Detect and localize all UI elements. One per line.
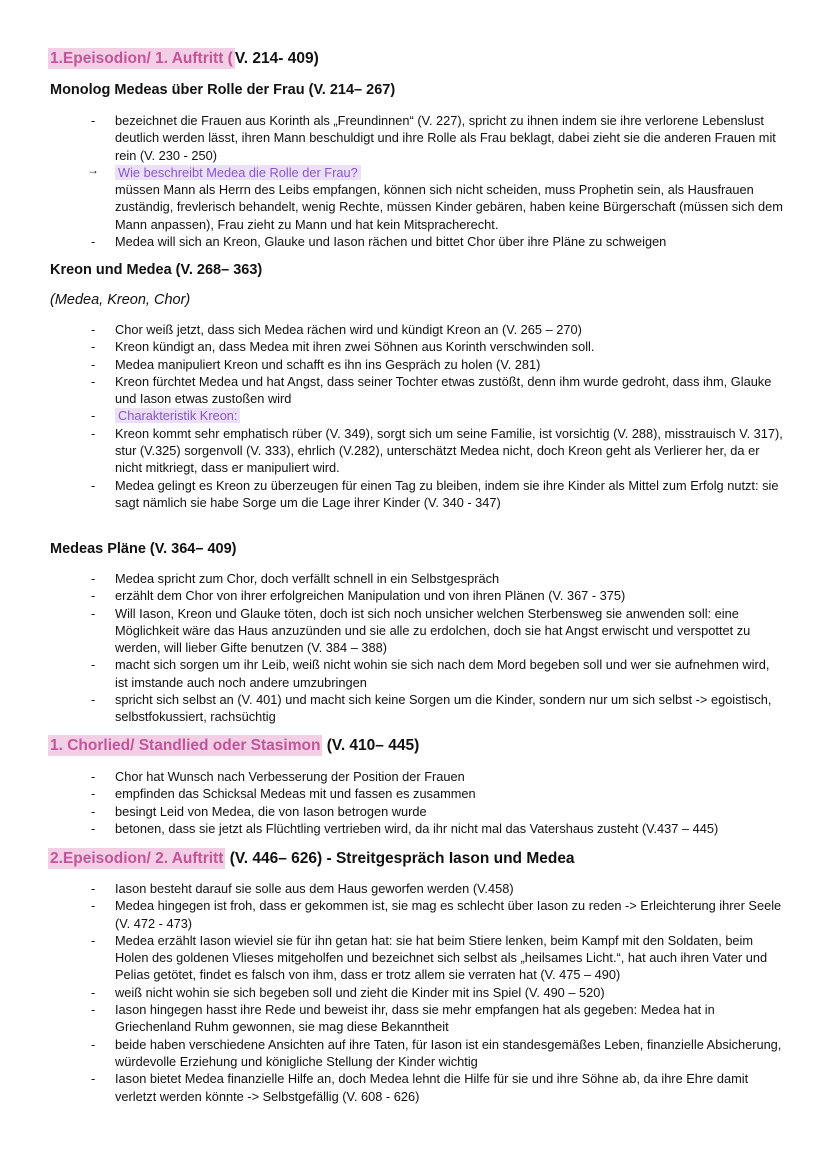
- bullet-dash: -: [91, 1071, 96, 1087]
- list-item-text: Chor weiß jetzt, dass sich Medea rächen wird und kündigt Kreon an (V. 265 – 270): [115, 322, 582, 337]
- bullet-dash: -: [91, 588, 96, 604]
- list-item: [0, 1036, 828, 1071]
- answer-text: müssen Mann als Herrn des Leibs empfangen, können sich nicht scheiden, muss Prophetin sein, als Hausfrauen zuständig, frevlerisch behandelt, wenig Rechte, müssen Kinder gebären, haben keine Bürgerschaft (müssen sich dem Mann anpassen), Frau zieht zu Mann und hat kein Mitspracherecht.: [115, 182, 783, 232]
- list-item-text: Kreon kündigt an, dass Medea mit ihren zwei Söhnen aus Korinth verschwinden soll.: [115, 339, 595, 355]
- question-text: Wie beschreibt Medea die Rolle der Frau?: [115, 165, 361, 180]
- list-item-text: Chor hat Wunsch nach Verbesserung der Position der Frauen: [115, 769, 465, 784]
- list-item: [0, 587, 828, 604]
- bullet-dash: -: [91, 786, 96, 802]
- heading-highlight: 1.Epeisodion/ 1. Auftritt (: [50, 50, 233, 67]
- list-item-text: Medea hingegen ist froh, dass er gekommen ist, sie mag es schlecht über Iason zu reden -> Erleichterung ihrer Seele (V. 472 - 473): [115, 898, 782, 931]
- bullet-dash: -: [91, 881, 96, 896]
- list-item: [0, 820, 828, 837]
- bullet-dash: -: [91, 234, 96, 249]
- subheading-kreon-medea: Kreon und Medea (V. 268– 363): [50, 262, 263, 278]
- bullet-dash: -: [91, 769, 96, 784]
- heading-verse-range: (V. 410– 445): [322, 737, 420, 754]
- list-item: [0, 691, 828, 726]
- list-item: [0, 880, 828, 897]
- bullet-dash: -: [91, 425, 96, 441]
- list-item-text: Medea spricht zum Chor, doch verfällt schnell in ein Selbstgespräch: [115, 571, 500, 586]
- bullet-dash: -: [91, 373, 96, 389]
- bullet-dash: -: [91, 932, 96, 948]
- bullet-dash: -: [91, 657, 96, 673]
- bullet-dash: -: [91, 984, 96, 1000]
- list-item: [0, 897, 828, 932]
- list-item-text: Iason bietet Medea finanzielle Hilfe an, doch Medea lehnt die Hilfe für sie und ihre Söhne ab, da ihre Ehre damit verletzt werden könnte -> Selbstgefällig (V. 608 - 626): [115, 1071, 749, 1104]
- list-item-text: beide haben verschiedene Ansichten auf ihre Taten, für Iason ist ein standesgemäßes Leben, finanzielle Absicherung, würdevolle Erziehung und königliche Stellung der Kinder wichtig: [115, 1036, 782, 1069]
- charakteristik-label: Charakteristik Kreon:: [115, 408, 240, 423]
- list-item: [0, 1001, 828, 1036]
- list-item: [0, 338, 828, 355]
- list-item: [0, 984, 828, 1001]
- list-item-text: Will Iason, Kreon und Glauke töten, doch ist sich noch unsicher welchen Sterbensweg sie anwenden soll: eine Möglichkeit wäre das Haus anzuzünden und sie alle zu erdolchen, doch sie hat Angst erwischt und verspottet zu werden, will lieber Gifte benutzen (V. 384 – 388): [115, 605, 751, 656]
- section-heading-chorlied: [48, 737, 419, 755]
- list-item: [0, 570, 828, 587]
- list-item-text: empfinden das Schicksal Medeas mit und fassen es zusammen: [115, 786, 476, 802]
- list-item: [0, 803, 828, 820]
- bullet-dash: -: [91, 356, 96, 372]
- bullet-dash: -: [91, 692, 96, 708]
- bullet-dash: -: [91, 1036, 96, 1052]
- question-highlight-row: [115, 164, 785, 181]
- list-item-text: spricht sich selbst an (V. 401) und macht sich keine Sorgen um die Kinder, sondern nur um sich selbst -> egoistisch, selbstfokussiert, rachsüchtig: [115, 692, 772, 725]
- list-item: [0, 605, 828, 657]
- list-item: [0, 373, 828, 408]
- list-item-text: Kreon kommt sehr emphatisch rüber (V. 349), sorgt sich um seine Familie, ist vorsichtig (V. 288), misstrauisch V. 317), stur (V.325) sorgenvoll (V. 333), ehrlich (V.282), unterschätzt Medea nicht, doch Kreon geht als Verlierer her, da er nicht mitkriegt, dass er manipuliert wird.: [115, 425, 783, 476]
- list-item-text: macht sich sorgen um ihr Leib, weiß nicht wohin sie sich nach dem Mord begeben soll und wer sie aufnehmen wird, ist imstande auch noch andere umzubringen: [115, 657, 770, 690]
- bullet-dash: -: [91, 477, 96, 493]
- list-item-text: betonen, dass sie jetzt als Flüchtling vertrieben wird, da ihr nicht mal das Vatershaus zusteht (V.437 – 445): [115, 820, 719, 836]
- bullet-dash: -: [91, 322, 96, 337]
- list-item-text: besingt Leid von Medea, die von Iason betrogen wurde: [115, 803, 427, 819]
- list-item: [0, 321, 828, 338]
- list-item-text: Iason hingegen hasst ihre Rede und beweist ihr, dass sie mehr empfangen hat als gegeben: Medea hat in Griechenland Ruhm gewonnen, sie mag diese Bekanntheit: [115, 1002, 715, 1035]
- subheading-characters: (Medea, Kreon, Chor): [50, 292, 191, 308]
- list-item-text: Medea erzählt Iason wieviel sie für ihn getan hat: sie hat beim Stiere lenken, beim Kampf mit den Soldaten, beim Holen des goldenen Vlieses mitgeholfen und bezeichnet sich selbst als „heilsames Licht.“, hat auch ihren Vater und Pelias getötet, findet es falsch von ihm, dass er trotz allem sie verraten hat (V. 475 – 490): [115, 932, 768, 983]
- list-item: [0, 112, 828, 164]
- list-item: [0, 1070, 828, 1105]
- bullet-dash: -: [91, 339, 96, 355]
- list-item: [0, 785, 828, 802]
- list-item-text: erzählt dem Chor von ihrer erfolgreichen Manipulation und von ihren Plänen (V. 367 - 375): [115, 588, 626, 604]
- list-item-text: Medea gelingt es Kreon zu überzeugen für einen Tag zu bleiben, indem sie ihre Kinder als Mittel zum Erfolg nutzt: sie sagt nämlich sie habe Sorge um die Lage ihrer Kinder (V. 340 - 347): [115, 477, 779, 510]
- section-heading-epeisodion-1: [48, 50, 319, 68]
- bullet-dash: -: [91, 408, 96, 424]
- list-item-text: Medea manipuliert Kreon und schafft es ihn ins Gespräch zu holen (V. 281): [115, 356, 541, 372]
- list-item-text: Medea will sich an Kreon, Glauke und Iason rächen und bittet Chor über ihre Pläne zu schweigen: [115, 234, 667, 249]
- list-item-text: bezeichnet die Frauen aus Korinth als „Freundinnen“ (V. 227), spricht zu ihnen indem sie ihre verlorene Lebenslust deutlich werden lässt, ihren Mann beschuldigt und ihre Rolle als Frau beklagt, dabei zieht sie die anderen Frauen mit rein (V. 230 - 250): [115, 113, 776, 163]
- bullet-dash: -: [91, 1002, 96, 1018]
- subheading-medeas-plaene: Medeas Pläne (V. 364– 409): [50, 541, 237, 557]
- list-item: [0, 477, 828, 512]
- bullet-dash: -: [91, 571, 96, 586]
- heading-highlight: 2.Epeisodion/ 2. Auftritt: [50, 850, 224, 867]
- section-heading-epeisodion-2: [48, 850, 575, 868]
- list-item: [0, 932, 828, 984]
- list-item: [0, 356, 828, 373]
- bullet-dash: -: [91, 803, 96, 819]
- list-item: [0, 425, 828, 477]
- heading-verse-range: (V. 446– 626) - Streitgespräch Iason und Medea: [225, 850, 575, 867]
- arrow-right-icon: →: [87, 163, 99, 177]
- list-item: [0, 407, 828, 424]
- list-item: [0, 768, 828, 785]
- subheading-monolog: Monolog Medeas über Rolle der Frau (V. 214– 267): [50, 82, 396, 98]
- list-item: [0, 233, 828, 250]
- list-item-text: weiß nicht wohin sie sich begeben soll und zieht die Kinder mit ins Spiel (V. 490 – 520): [115, 984, 605, 1000]
- heading-highlight: 1. Chorlied/ Standlied oder Stasimon: [50, 737, 321, 754]
- bullet-dash: -: [91, 113, 96, 128]
- heading-verse-range: V. 214- 409): [234, 50, 319, 67]
- bullet-dash: -: [91, 605, 96, 621]
- bullet-dash: -: [91, 820, 96, 836]
- list-item-text: Iason besteht darauf sie solle aus dem Haus geworfen werden (V.458): [115, 881, 514, 896]
- list-item: [0, 656, 828, 691]
- list-item-text: Kreon fürchtet Medea und hat Angst, dass seiner Tochter etwas zustößt, denn ihm wurde gedroht, dass ihm, Glauke und Iason etwas zustoßen wird: [115, 373, 772, 407]
- bullet-dash: -: [91, 898, 96, 914]
